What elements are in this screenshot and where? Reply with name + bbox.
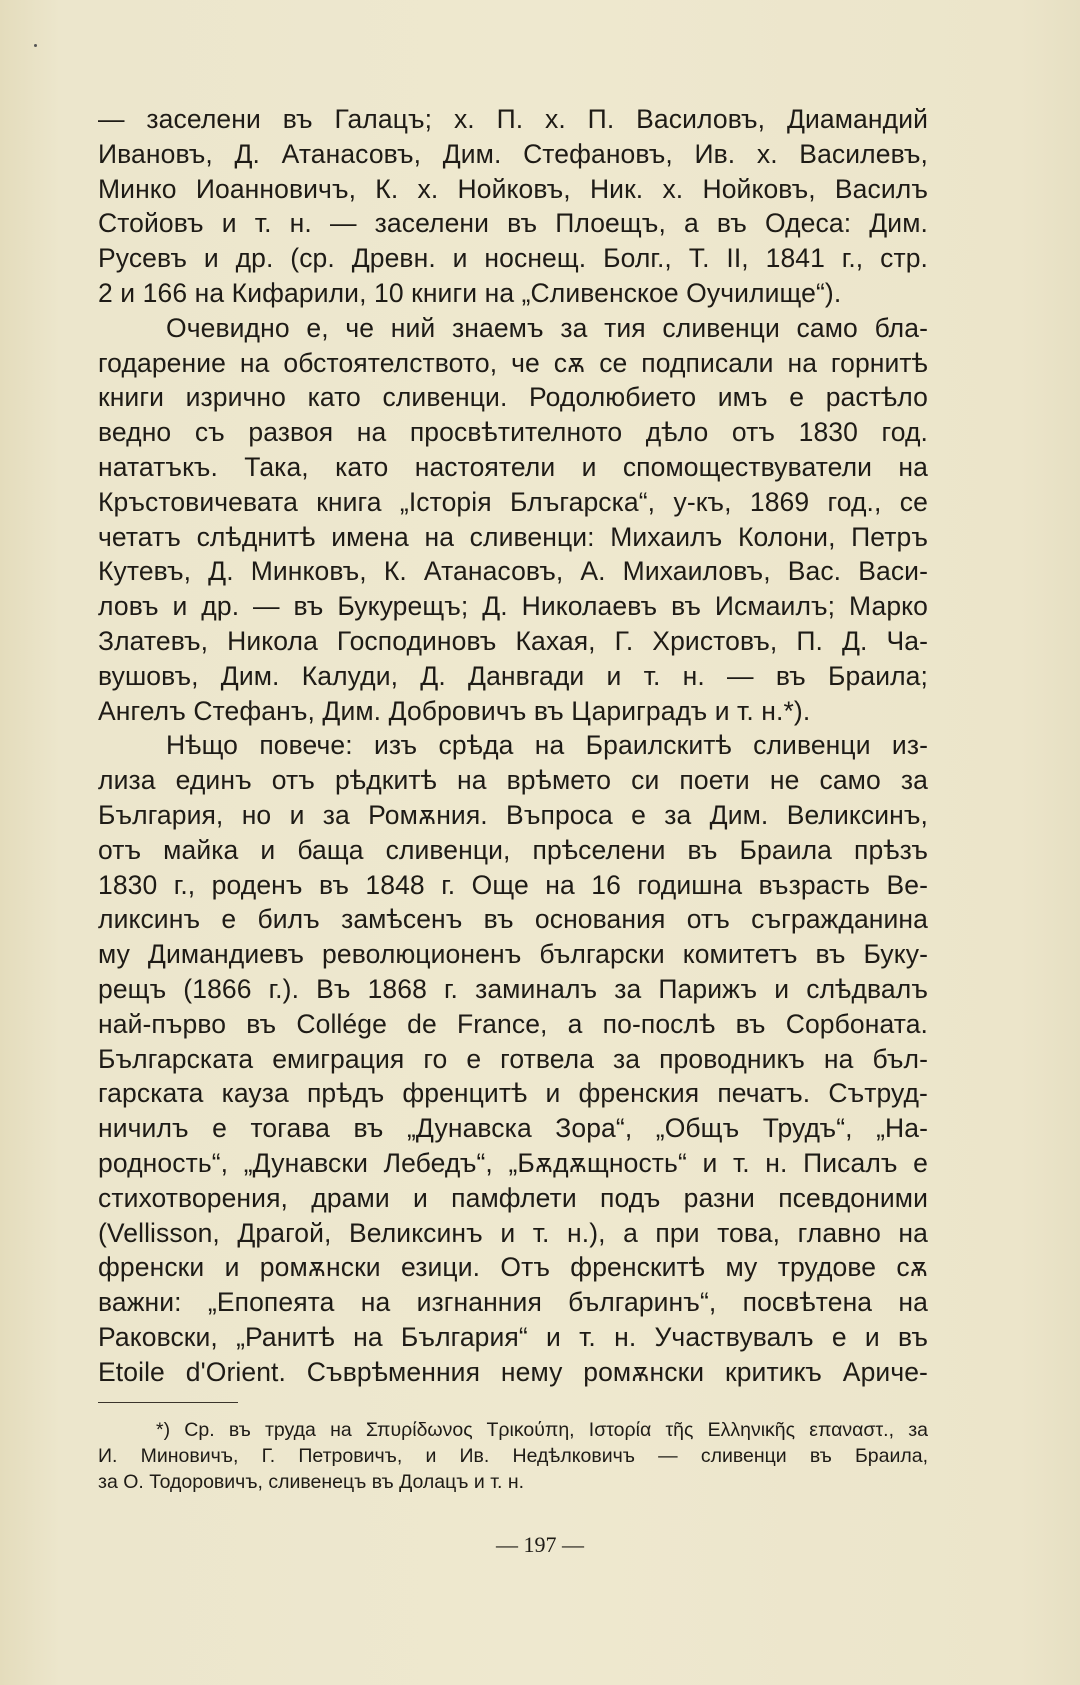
text-line: вушовъ, Дим. Калуди, Д. Данвгади и т. н. — въ Браила; — [98, 660, 928, 691]
text-line: ликсинъ е билъ замѣсенъ въ основания отъ съгражданина — [98, 904, 928, 935]
text-line: френски и ромѫнски езици. Отъ френскитѣ му трудове сѫ — [98, 1252, 928, 1283]
text-line: гарската кауза прѣдъ френцитѣ и френския печатъ. Сътруд- — [98, 1078, 928, 1109]
page-number: — 197 — — [496, 1532, 584, 1557]
text-line: рещъ (1866 г.). Въ 1868 г. заминалъ за Парижъ и слѣдвалъ — [98, 973, 928, 1004]
text-line: четатъ слѣднитѣ имена на сливенци: Михаилъ Колони, Петръ — [98, 521, 928, 552]
footnote-line: И. Миновичъ, Г. Петровичъ, и Ив. Недѣлковичъ — сливенци въ Браила, — [98, 1445, 928, 1467]
text-line: 1830 г., роденъ въ 1848 г. Още на 16 годишна възрасть Ве- — [98, 869, 928, 900]
text-line: Стойовъ и т. н. — заселени въ Плоещъ, а въ Одеса: Дим. — [98, 208, 928, 239]
text-line: Минко Иоанновичъ, К. х. Нойковъ, Ник. х. Нойковъ, Василъ — [98, 173, 928, 204]
text-line: Златевъ, Никола Господиновъ Кахая, Г. Христовъ, П. Д. Ча- — [98, 625, 928, 656]
text-line: ловъ и др. — въ Букурещъ; Д. Николаевъ въ Исмаилъ; Марко — [98, 591, 928, 622]
text-line: Кръстовичевата книга „Історія Блъгарска“, у-къ, 1869 год., се — [98, 486, 928, 517]
text-line: Русевъ и др. (ср. Древн. и носнещ. Болг., Т. II, 1841 г., стр. — [98, 243, 928, 274]
text-line: нататъкъ. Така, като настоятели и спомоществуватели на — [98, 451, 928, 482]
text-line: Раковски, „Ранитѣ на България“ и т. н. Участвувалъ е и въ — [98, 1321, 928, 1352]
text-line: (Vellisson, Драгой, Великсинъ и т. н.), а при това, главно на — [98, 1217, 928, 1248]
text-line: 2 и 166 на Кифарили, 10 книги на „Сливенское Оучилище“). — [98, 277, 842, 308]
text-line: ведно съ развоя на просвѣтителното дѣло отъ 1830 год. — [98, 417, 928, 448]
text-line: — заселени въ Галацъ; х. П. х. П. Василовъ, Диамандий — [98, 104, 928, 134]
text-line: годарение на обстоятелството, че сѫ се подписали на горнитѣ — [98, 347, 928, 378]
text-line: Ангелъ Стефанъ, Дим. Добровичъ въ Цариградъ и т. н.*). — [98, 695, 811, 726]
text-line: ничилъ е тогава въ „Дунавска Зора“, „Общъ Трудъ“, „На- — [98, 1113, 928, 1144]
footnote-divider — [98, 1402, 238, 1403]
text-line: Ивановъ, Д. Атанасовъ, Дим. Стефановъ, Ив. х. Василевъ, — [98, 138, 928, 169]
scan-speck — [34, 44, 37, 47]
text-line: отъ майка и баща сливенци, прѣселени въ Браила прѣзъ — [98, 834, 928, 865]
text-line: лиза единъ отъ рѣдкитѣ на врѣмето си поети не само за — [98, 765, 928, 796]
text-line: Нѣщо повече: изъ срѣда на Браилскитѣ сливенци из- — [166, 730, 928, 761]
text-line: родность“, „Дунавски Лебедъ“, „Бѫдѫщность“ и т. н. Писалъ е — [98, 1147, 928, 1178]
text-line: стихотворения, драми и памфлети подъ разни псевдоними — [98, 1182, 928, 1213]
footnote-line: за О. Тодоровичъ, сливенецъ въ Долацъ и т. н. — [98, 1471, 525, 1493]
text-line: Очевидно е, че ний знаемъ за тия сливенци само бла- — [166, 312, 928, 343]
main-text — [98, 102, 928, 1389]
text-line: книги изрично като сливенци. Родолюбието имъ е растѣло — [98, 382, 928, 413]
footnote — [98, 1417, 928, 1495]
text-line: важни: „Епопеята на изгнанния българинъ“, посвѣтена на — [98, 1287, 928, 1318]
footnote-line: *) Ср. въ труда на Σπυρίδωνος Τρικούπη, Ιστορία τῆς Ελληνικῆς επαναστ., за — [156, 1419, 928, 1441]
text-line: Etoile d'Orient. Съврѣменния нему ромѫнски критикъ Ариче- — [98, 1356, 928, 1387]
text-line: Кутевъ, Д. Минковъ, К. Атанасовъ, А. Михаиловъ, Вас. Васи- — [98, 556, 928, 587]
text-line: най-първо въ Collége de France, а по-послѣ въ Сорбоната. — [98, 1008, 928, 1039]
text-line: му Димандиевъ революционенъ български комитетъ въ Буку- — [98, 939, 928, 970]
text-line: Българската емиграция го е готвела за проводникъ на бъл- — [98, 1043, 928, 1074]
text-line: България, но и за Ромѫния. Въпроса е за Дим. Великсинъ, — [98, 799, 928, 830]
